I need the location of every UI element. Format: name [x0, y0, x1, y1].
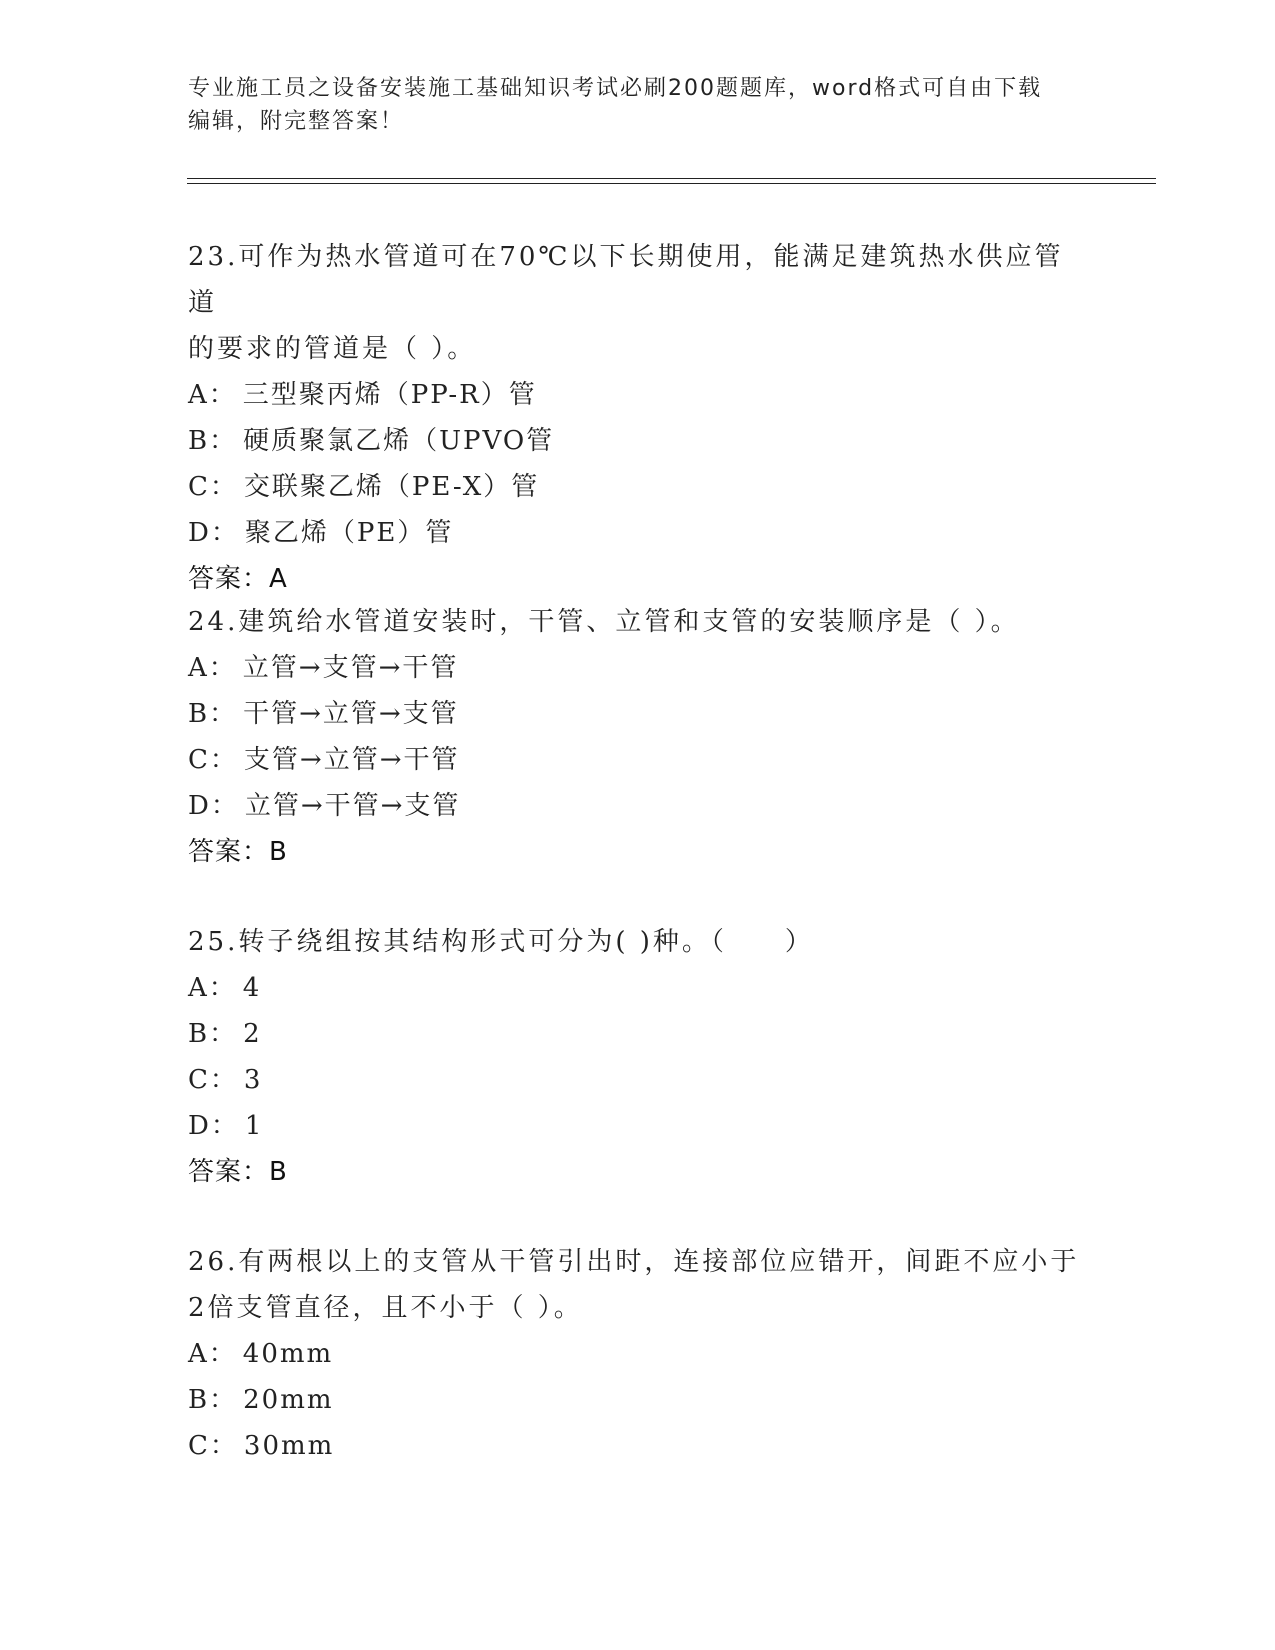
header-line-1: 专业施工员之设备安装施工基础知识考试必刷200题题库，word格式可自由下载	[188, 76, 1043, 101]
option-text: 硬质聚氯乙烯（UPVO管	[243, 426, 555, 456]
question-stem: 24.建筑给水管道安装时，干管、立管和支管的安装顺序是（ ）。	[188, 607, 1020, 637]
option-text: 聚乙烯（PE）管	[244, 518, 454, 548]
question-stem: 23.可作为热水管道可在70℃以下长期使用，能满足建筑热水供应管道	[188, 242, 1064, 318]
option-text: 3	[243, 1065, 263, 1095]
option-key: A：	[188, 653, 237, 683]
option-b	[188, 1011, 1088, 1057]
header-line-2: 编辑，附完整答案！	[188, 109, 405, 134]
question-24	[188, 599, 1088, 875]
question-stem: 25.转子绕组按其结构形式可分为( )种。（ ）	[188, 927, 814, 957]
option-key: A：	[188, 1339, 237, 1369]
question-stem-continued: 2倍支管直径，且不小于（ ）。	[188, 1293, 583, 1323]
option-text: 2	[243, 1019, 262, 1049]
option-text: 30mm	[243, 1431, 335, 1461]
option-key: D：	[188, 518, 239, 548]
option-text: 交联聚乙烯（PE-X）管	[243, 472, 540, 502]
question-stem-continued: 的要求的管道是（ ）。	[188, 334, 477, 364]
option-text: 支管→立管→干管	[243, 745, 460, 775]
option-a	[188, 1331, 1088, 1377]
option-text: 立管→支管→干管	[242, 653, 459, 683]
option-key: B：	[188, 426, 238, 456]
option-c	[188, 1057, 1088, 1103]
option-a	[188, 372, 1088, 418]
option-key: B：	[188, 1385, 238, 1415]
option-b	[188, 691, 1088, 737]
question-26	[188, 1239, 1088, 1469]
header-double-rule	[187, 178, 1156, 184]
document-header	[188, 72, 1088, 138]
question-25	[188, 919, 1088, 1195]
option-b	[188, 418, 1088, 464]
option-d	[188, 783, 1088, 829]
option-text: 三型聚丙烯（PP-R）管	[242, 380, 537, 410]
option-key: A：	[188, 380, 237, 410]
option-text: 4	[242, 973, 262, 1003]
option-text: 40mm	[242, 1339, 334, 1369]
option-key: A：	[188, 973, 237, 1003]
option-c	[188, 464, 1088, 510]
option-text: 1	[244, 1111, 264, 1141]
option-key: C：	[188, 745, 238, 775]
option-d	[188, 1103, 1088, 1149]
answer-line: 答案：A	[188, 564, 288, 594]
option-c	[188, 1423, 1088, 1469]
option-key: C：	[188, 1431, 238, 1461]
option-key: C：	[188, 472, 238, 502]
question-stem: 26.有两根以上的支管从干管引出时，连接部位应错开，间距不应小于	[188, 1247, 1080, 1277]
option-a	[188, 645, 1088, 691]
option-key: D：	[188, 791, 239, 821]
option-text: 立管→干管→支管	[244, 791, 461, 821]
answer-line: 答案：B	[188, 1157, 288, 1187]
option-d	[188, 510, 1088, 556]
option-c	[188, 737, 1088, 783]
option-key: D：	[188, 1111, 239, 1141]
option-text: 干管→立管→支管	[243, 699, 459, 729]
option-key: B：	[188, 699, 238, 729]
option-b	[188, 1377, 1088, 1423]
option-key: C：	[188, 1065, 238, 1095]
question-23	[188, 234, 1088, 602]
option-key: B：	[188, 1019, 238, 1049]
answer-line: 答案：B	[188, 837, 288, 867]
option-a	[188, 965, 1088, 1011]
option-text: 20mm	[243, 1385, 334, 1415]
